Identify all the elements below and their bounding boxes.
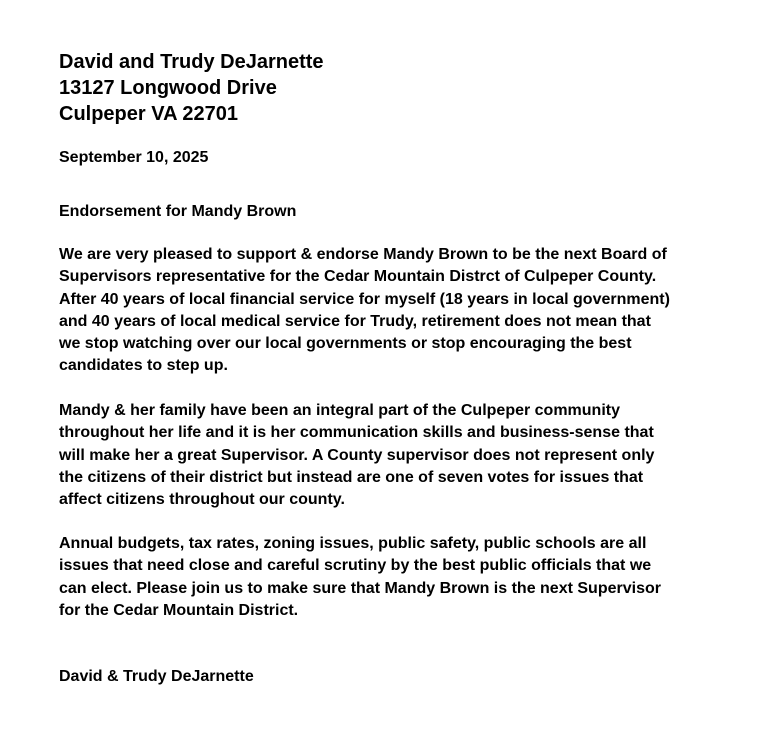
paragraph-line: candidates to step up. — [59, 357, 228, 375]
paragraph-line: and 40 years of local medical service for Trudy, retirement does not mean that — [59, 312, 651, 330]
paragraph-line: can elect. Please join us to make sure that Mandy Brown is the next Supervisor — [59, 579, 661, 597]
paragraph-line: we stop watching over our local governments or stop encouraging the best — [59, 335, 632, 353]
sender-city-state-zip: Culpeper VA 22701 — [59, 103, 238, 125]
paragraph-line: for the Cedar Mountain District. — [59, 601, 299, 619]
paragraph-line: Mandy & her family have been an integral part of the Culpeper community — [59, 402, 620, 419]
paragraph-line: throughout her life and it is her communication skills and business-sense that — [59, 424, 654, 442]
paragraph-3 — [59, 533, 709, 622]
sender-name: David and Trudy DeJarnette — [59, 51, 324, 73]
paragraph-line: will make her a great Supervisor. A County supervisor does not represent only — [59, 446, 655, 464]
sender-street: 13127 Longwood Drive — [59, 77, 277, 99]
paragraph-line: the citizens of their district but instead are one of seven votes for issues that — [59, 468, 644, 486]
paragraph-line: Supervisors representative for the Cedar Mountain Distrct of Culpeper County. — [59, 268, 657, 286]
signature: David & Trudy DeJarnette — [59, 668, 254, 685]
paragraph-line: issues that need close and careful scrutiny by the best public officials that we — [59, 557, 652, 575]
letter-subject: Endorsement for Mandy Brown — [59, 203, 297, 220]
paragraph-line: We are very pleased to support & endorse Mandy Brown to be the next Board of — [59, 246, 667, 263]
paragraph-2 — [59, 400, 709, 511]
paragraph-line: Annual budgets, tax rates, zoning issues, public safety, public schools are all — [59, 535, 647, 552]
paragraph-line: affect citizens throughout our county. — [59, 491, 345, 509]
paragraph-1 — [59, 244, 709, 378]
paragraph-line: After 40 years of local financial service for myself (18 years in local government) — [59, 290, 670, 308]
letter-date: September 10, 2025 — [59, 149, 209, 166]
